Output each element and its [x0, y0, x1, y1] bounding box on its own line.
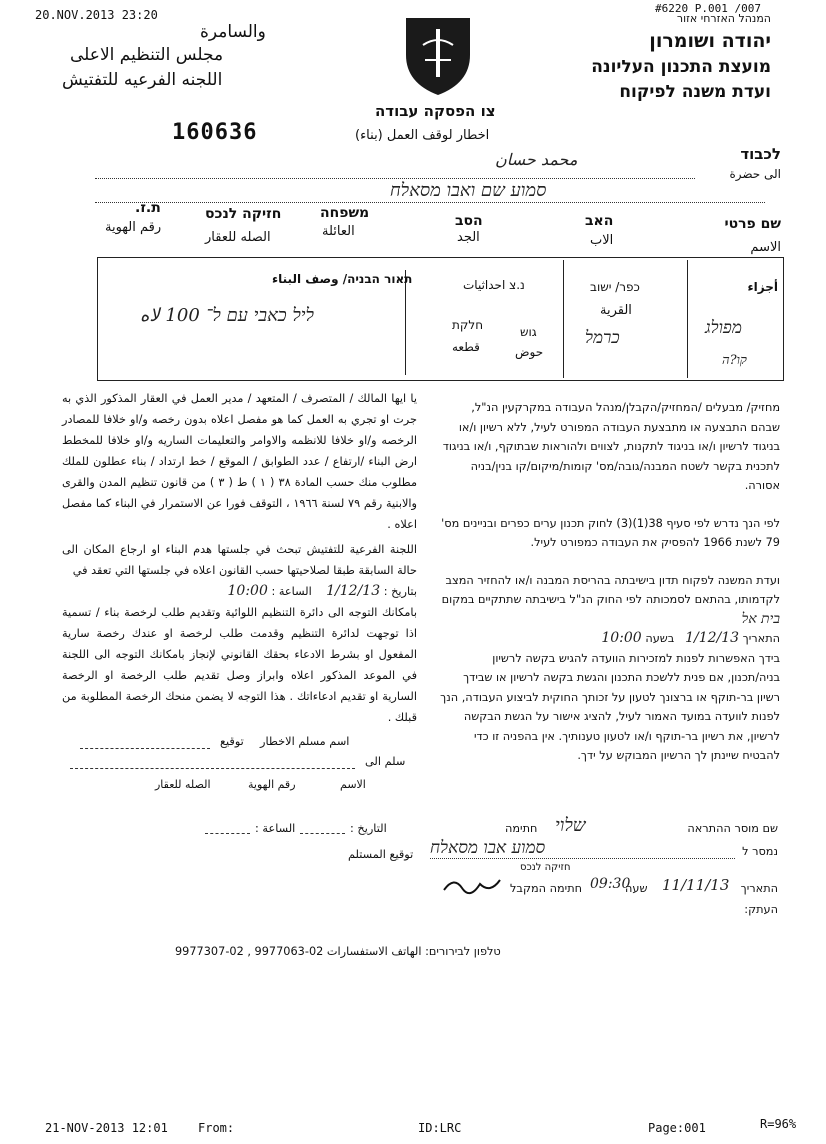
arabic-date-row	[62, 581, 417, 602]
hebrew-deliverer-value: שלוי	[555, 815, 586, 836]
field-family-he: משפחה	[320, 205, 370, 221]
field-father-he: האב	[585, 213, 614, 229]
header-he-line3: ועדת משנה לפיקוח	[619, 82, 771, 102]
addressee-label-ar: الى حضرة	[729, 167, 781, 181]
parcel-he: חלקת	[452, 318, 484, 332]
arabic-date2: التاريخ :	[350, 822, 387, 835]
hebrew-time-value: 10:00	[601, 630, 642, 646]
hebrew-hour-value: 09:30	[590, 876, 631, 892]
arabic-delivered-line	[70, 768, 355, 769]
header-he-small: המנהל האזרחי אזור	[676, 12, 771, 25]
arabic-date-label: بتاريخ :	[383, 585, 417, 598]
hebrew-p2: לפי הנך נדרש לפי סעיף 38(1)(3) לחוק תכנון ערים כפרים ובניינים מס' 79 לשנת 1966 להפסיק את העבודה כמפורט לעיל.	[441, 516, 780, 549]
arabic-time-label: الساعة :	[271, 585, 312, 598]
arabic-time2-line	[205, 833, 250, 834]
coords-label: נ.צ احداثيات	[463, 278, 525, 292]
parcel-ar: قطعه	[452, 340, 480, 354]
hebrew-copy-label: העתק:	[744, 903, 778, 916]
hebrew-time-label: בשעה	[645, 632, 675, 645]
hebrew-given-to-line	[430, 858, 735, 859]
header-he-line2: מועצת התכנון העליונה	[591, 57, 771, 77]
field-grandfather-he: הסב	[455, 213, 483, 229]
arabic-recv-name: اسم مسلم الاخطار	[260, 735, 350, 748]
header-he-line1: יהודה ושומרון	[649, 30, 771, 52]
arabic-col-id: رقم الهوية	[248, 778, 296, 791]
arabic-delivered-to: سلم الى	[365, 755, 406, 768]
hebrew-deliverer-label: שם מוסר ההתראה	[687, 822, 778, 835]
field-relation-ar: الصله للعقار	[205, 230, 271, 245]
arabic-time-value: 10:00	[227, 583, 268, 599]
hebrew-given-to-label: נמסר ל	[742, 845, 778, 858]
fax-footer-id: ID:LRC	[418, 1121, 462, 1135]
field-id-he: ת.ז.	[135, 200, 161, 216]
addressee-handwritten-2: סמוע שם ואבו מסאלח	[390, 180, 547, 201]
field-relation-he: חזיקה לנכס	[205, 206, 282, 222]
area-label: أجزاء	[747, 280, 778, 294]
recipient-signature	[440, 872, 510, 898]
fax-page-code: #6220 P.001 /007	[655, 2, 761, 15]
fax-footer-r: R=96%	[760, 1117, 797, 1131]
arabic-p2	[62, 539, 417, 581]
arabic-col-rel: الصله للعقار	[155, 778, 211, 791]
title-he: צו הפסקה עבודה	[375, 102, 496, 120]
footer-phone-line: טלפון לבירורים: الهاتف الاستفسارات 02-9977063 , 02-9977307	[175, 945, 501, 958]
place-label-he: כפר/ ישוב	[590, 280, 640, 294]
fax-footer-from: From:	[198, 1121, 235, 1135]
addressee-label-he: לכבוד	[740, 145, 781, 163]
arabic-col-name: الاسم	[340, 778, 366, 791]
desc-value: ליל כאבי עם ל־ 100 لاه	[140, 305, 314, 326]
hebrew-p3: ועדת המשנה לפקוח תדון בישיבתה בהריסת המבנה ו/או להחזיר המצב לקדמותו, בהתאם לסמכותה לפי החוק הנ"ל בישיבתה שתתקיים במקום	[441, 573, 780, 606]
field-name-ar: الاسم	[750, 240, 781, 255]
arabic-time2: الساعة :	[255, 822, 296, 835]
addressee-line-1	[95, 178, 695, 179]
hebrew-place-row	[440, 610, 780, 630]
fax-timestamp-top: 20.NOV.2013 23:20	[35, 8, 158, 22]
arabic-p2-text: اللجنة الفرعية للتفتيش تبحث في جلستها هدم البناء او ارجاع المكان الى حالة السابقة طبقا لصلاحيتها حسب القانون اعلاه في جلستها التي تعقد في	[62, 543, 417, 577]
hebrew-date-label2: התאריך	[740, 882, 778, 895]
arabic-recv-sign-line	[80, 748, 210, 749]
hebrew-date-label: התאריך	[742, 632, 780, 645]
addressee-handwritten-1: محمد حسان	[495, 150, 578, 169]
hebrew-date-value2: 11/11/13	[662, 876, 730, 894]
field-father-ar: الاب	[590, 233, 614, 248]
arabic-p3: بامكانك التوجه الى دائرة التنظيم اللوائية وتقديم طلب لرخصة بناء / تسمية اذا توجهت لدائرة التنظيم وقدمت طلب لرخصة او عندك رخصة سارية المفعول او بشرط الادعاء بحقك القانوني لإنجاز بامكانك التوجه الى اللجنة في الموعد المذكور اعلاه وابراز وصل تقديم طلب الرخصة او الرخصة السارية او تقديم ادعاءاتك . هذا التوجه لا يضمن منحك الرخصة المطلوبة من قبلك .	[62, 606, 417, 724]
hebrew-sig-label: חתימה	[505, 822, 538, 835]
box-divider-1	[563, 260, 564, 378]
area-value: מפולג	[705, 318, 742, 338]
hebrew-body	[440, 398, 780, 766]
box-divider-2	[687, 260, 688, 378]
hebrew-hour-label: שעה	[625, 882, 648, 895]
field-family-ar: العائلة	[322, 224, 355, 239]
arabic-body	[62, 388, 417, 728]
field-id-ar: رقم الهوية	[105, 220, 162, 235]
arabic-date2-line	[300, 833, 345, 834]
fax-footer-date: 21-NOV-2013 12:01	[45, 1121, 168, 1135]
arabic-recv-sign: توقيع	[220, 735, 244, 748]
header-ar-line1: والسامرة	[200, 22, 266, 42]
header-ar-line2: مجلس التنظيم الاعلى	[70, 45, 224, 65]
field-grandfather-ar: الجد	[457, 230, 480, 245]
arabic-date-value: 1/12/13	[326, 583, 381, 599]
desc-label: תאור הבניה/ وصف البناء	[272, 272, 413, 286]
arabic-p1: يا ايها المالك / المتصرف / المتعهد / مدير العمل في العقار المذكور الذي به جرت او تجري به العمل كما هو مفصل اعلاه بدون رخصه و/او خلافا للمصادر الرخصه و/او خلافا للانظمه والاوامر والتعليمات الساريه و/او خلافا للمخطط ارض البناء /ارتفاع / عدد الطوابق / الموقع / خط ارتداد / بناء عطلون للملك مطلوب منك حسب المادة ٣٨ ( ١ ) ط ( ٣ ) من قانون تنظيم المدن والقرى والابنية رقم ٧٩ لسنة ١٩٦٦ ، التوقف فورا عن الاستمرار في البناء كما مفصل اعلاه .	[62, 392, 417, 531]
hebrew-date-value: 1/12/13	[685, 630, 740, 646]
hebrew-p4: בידך האפשרות לפנות למזכירות הוועדה להגיש בקשה לרשיון בניה/תכנון, אם פנית ללשכת התכנון והגשת בקשה לרשיון או שבידך רשיון בר-תוקף או ברצונך לטעון על זכותך החוקית לביצוע העבודה, הנך לפנות לוועדה במועד האמור לעיל, להציג אישור על הגשת הבקשה לרשיון, את רשיון בר-תוקף ו/או לטעון טענותיך. אין בהפניה זו כדי להבטיח שיינתן לך הרשיון המבוקש על ידך.	[440, 651, 780, 762]
hebrew-place-value: בית אל	[741, 610, 780, 627]
doc-number: 160636	[172, 120, 258, 145]
fax-footer-page: Page:001	[648, 1121, 706, 1135]
field-name-he: שם פרטי	[724, 216, 781, 232]
block-he: גוש	[520, 325, 537, 339]
title-ar: اخطار لوقف العمل (بناء)	[355, 128, 490, 143]
emblem-logo	[403, 15, 473, 97]
addressee-line-2	[95, 202, 765, 203]
area-sub: קו?ה	[722, 353, 747, 368]
place-label-ar: القرية	[600, 303, 632, 318]
hebrew-given-to-value: סמוע אבו מסאלח	[430, 838, 546, 858]
hebrew-p1: מחזיק/ מבעלים /המחזיק/הקבלן/מנהל העבודה במקרקעין הנ"ל, שבהם התבצעה או מתבצעת העבודה המפורט לעיל, ללא רשיון ו/או בניגוד לרשיון ו/או בניגוד לתקנות, לצווים ולהוראות שבתוקף, ו/או בניגוד לתכנית בקשר לשטח המבנה/גובה/מס' קומות/מיקום/קו בנין/בניה אסורה.	[442, 401, 780, 492]
block-ar: حوض	[515, 345, 544, 359]
place-value: כרמל	[585, 328, 620, 348]
header-ar-line3: اللجنه الفرعيه للتفتيش	[62, 70, 223, 90]
hebrew-recv-sig-label: חתימה המקבל	[510, 882, 582, 895]
arabic-recv-sig2: توقيع المستلم	[348, 848, 414, 861]
hebrew-holding-label: חזיקה לנכס	[520, 862, 571, 873]
hebrew-date-row	[440, 629, 780, 649]
